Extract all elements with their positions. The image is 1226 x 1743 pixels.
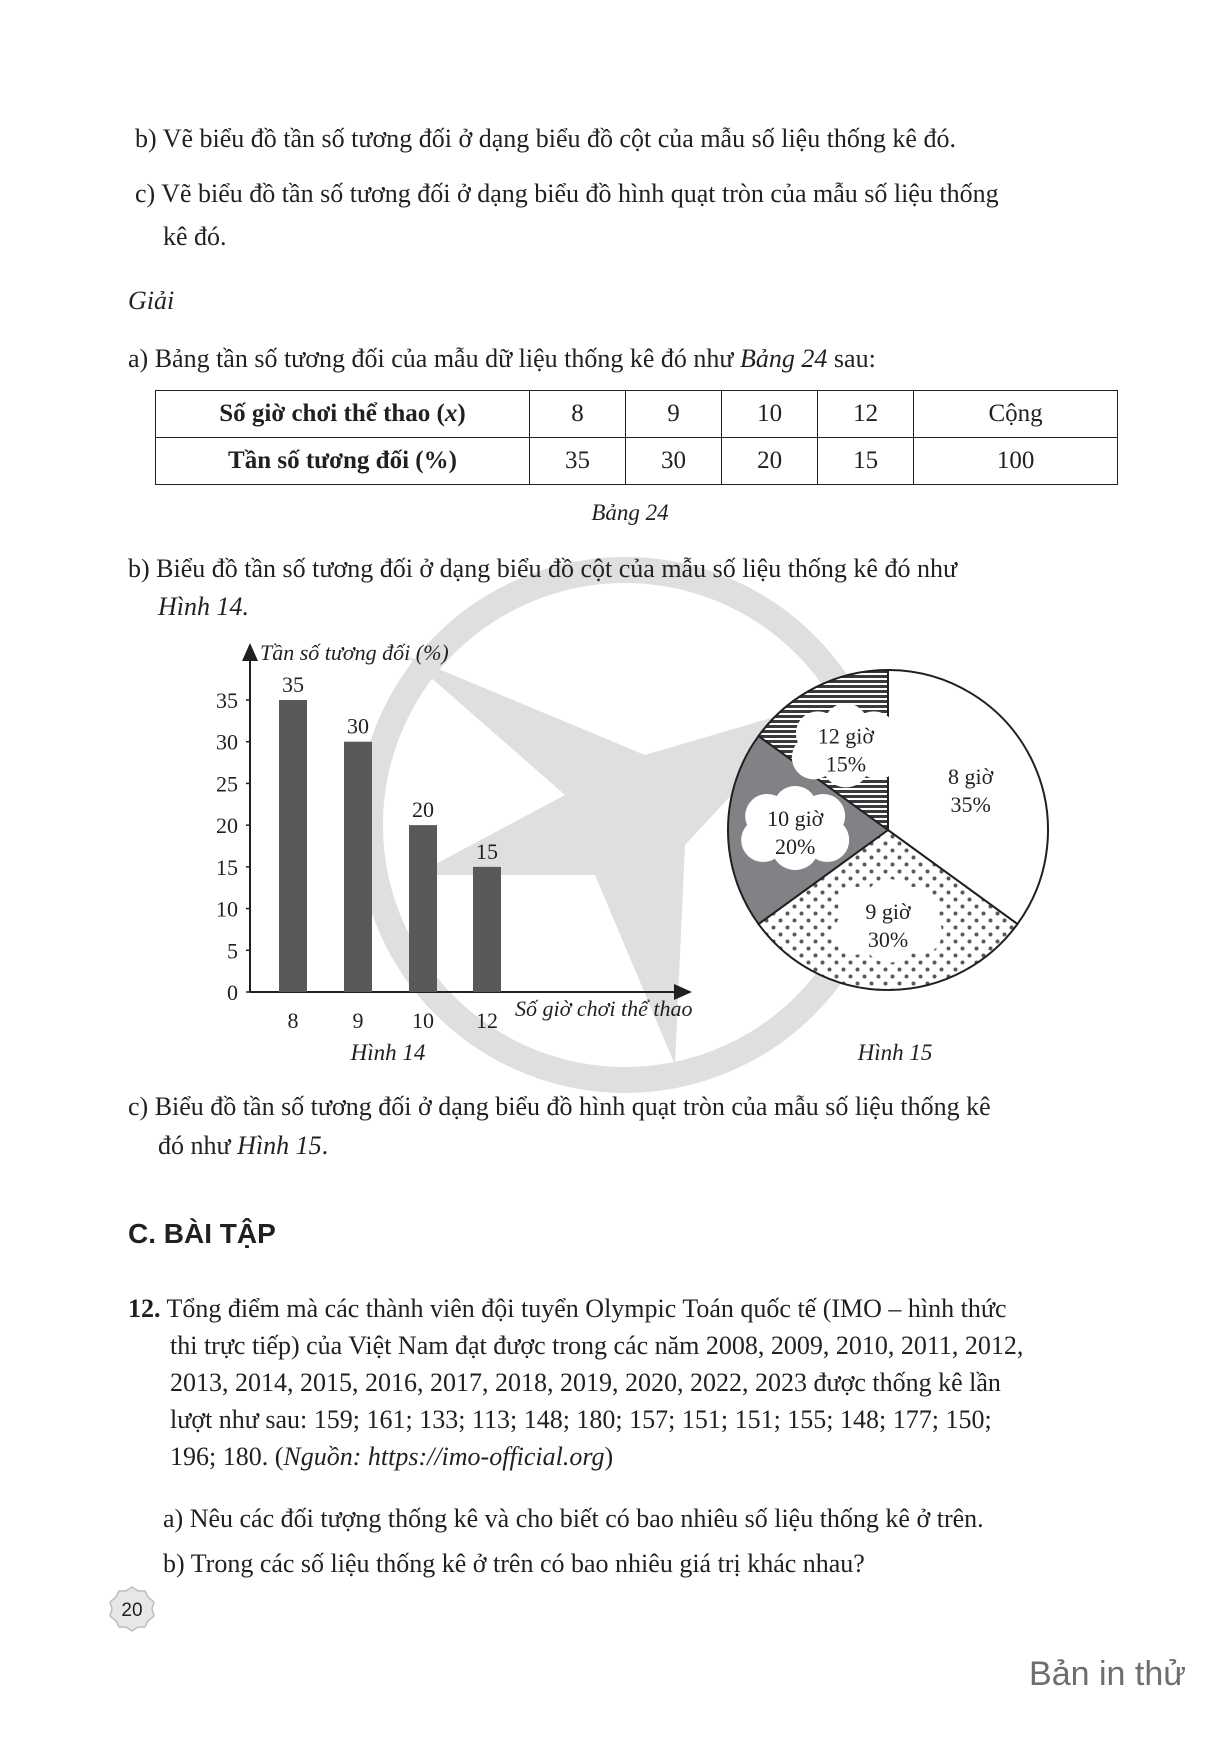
solution-c-tail: .: [321, 1131, 329, 1160]
intro-b: b) Vẽ biểu đồ tần số tương đối ở dạng biểu đồ cột của mẫu số liệu thống kê đó.: [135, 124, 956, 153]
bar: [279, 700, 307, 992]
table-row: [156, 438, 1118, 485]
footer-proof-label: Bản in thử: [1029, 1655, 1186, 1693]
bar-value-label: 20: [412, 797, 434, 823]
q12-line1: [128, 1290, 1120, 1328]
y-tick-label: 25: [216, 771, 238, 797]
table-cell: 30: [626, 438, 722, 485]
solution-c-line2: [158, 1127, 328, 1165]
pie-chart: [728, 670, 1048, 1065]
solution-a: [128, 340, 876, 378]
figures: [0, 630, 1226, 1070]
slice-label: 12 giờ: [817, 723, 874, 749]
y-tick-label: 20: [216, 813, 238, 839]
table-cell: 8: [530, 391, 626, 438]
x-tick-label: 10: [412, 1008, 434, 1033]
bar-value-label: 15: [476, 838, 498, 864]
table-cell: 15: [818, 438, 914, 485]
intro-c-line2: kê đó.: [163, 222, 227, 251]
solution-a-text: a) Bảng tần số tương đối của mẫu dữ liệu thống kê đó như: [128, 344, 741, 373]
y-tick-label: 10: [216, 896, 238, 922]
solution-title: Giải: [128, 286, 175, 315]
x-tick-label: 9: [352, 1008, 364, 1033]
bar-chart: [216, 640, 692, 1065]
table-cell: 12: [818, 391, 914, 438]
solution-c-text: đó như: [158, 1131, 238, 1160]
q12-line2: thi trực tiếp) của Việt Nam đạt được trong các năm 2008, 2009, 2010, 2011, 2012,: [170, 1331, 1024, 1360]
q12-a: a) Nêu các đối tượng thống kê và cho biết có bao nhiêu số liệu thống kê ở trên.: [163, 1504, 984, 1533]
y-tick-label: 5: [227, 938, 238, 964]
q12-line5-tail: ): [604, 1442, 614, 1471]
y-tick-label: 0: [227, 980, 238, 1005]
frequency-table: [155, 390, 1118, 485]
table-header-cell: Tần số tương đối (%): [156, 438, 530, 485]
table-cell: 10: [722, 391, 818, 438]
bar-value-label: 30: [347, 713, 369, 739]
y-tick-label: 15: [216, 854, 238, 880]
q12-text: Tổng điểm mà các thành viên đội tuyển Olympic Toán quốc tế (IMO – hình thức: [160, 1294, 1007, 1323]
table-caption: Bảng 24: [591, 500, 669, 525]
slice-percent: 30%: [867, 926, 909, 952]
solution-b-line2: Hình 14.: [158, 592, 249, 621]
bar-value-label: 35: [282, 672, 304, 697]
bar: [473, 867, 501, 992]
solution-c-ref: Hình 15: [237, 1131, 322, 1160]
slice-percent: 35%: [950, 791, 991, 817]
solution-a-ref: Bảng 24: [740, 344, 828, 373]
table-header-cell: Số giờ chơi thể thao (x): [156, 391, 530, 438]
q12-line3: 2013, 2014, 2015, 2016, 2017, 2018, 2019, 2020, 2022, 2023 được thống kê lần: [170, 1368, 1001, 1397]
q12-line5: [170, 1438, 613, 1476]
table-cell: 9: [626, 391, 722, 438]
figure-caption: Hình 14: [350, 1040, 426, 1065]
y-tick-label: 30: [216, 729, 238, 755]
q12-line4: lượt như sau: 159; 161; 133; 113; 148; 180; 157; 151; 151; 155; 148; 177; 150;: [170, 1405, 992, 1434]
slice-label: 10 giờ: [767, 806, 824, 831]
intro-c-line1: c) Vẽ biểu đồ tần số tương đối ở dạng biểu đồ hình quạt tròn của mẫu số liệu thống: [135, 179, 999, 208]
solution-b-line1: b) Biểu đồ tần số tương đối ở dạng biểu đồ cột của mẫu số liệu thống kê đó như: [128, 554, 958, 583]
slice-label: 8 giờ: [948, 763, 994, 789]
slice-percent: 20%: [775, 834, 816, 859]
y-axis-label: Tần số tương đối (%): [260, 640, 449, 665]
y-tick-label: 35: [216, 688, 238, 713]
q12-b: b) Trong các số liệu thống kê ở trên có bao nhiêu giá trị khác nhau?: [163, 1549, 865, 1578]
page-number: 20: [121, 1600, 143, 1621]
table-cell: 35: [530, 438, 626, 485]
solution-c-line1: c) Biểu đồ tần số tương đối ở dạng biểu đồ hình quạt tròn của mẫu số liệu thống kê: [128, 1092, 991, 1121]
table-cell: 100: [914, 438, 1118, 485]
table-cell: Cộng: [914, 391, 1118, 438]
section-heading: C. BÀI TẬP: [128, 1218, 276, 1249]
slice-label: 9 giờ: [865, 898, 911, 924]
q12-line5-text: 196; 180. (: [170, 1442, 284, 1471]
slice-percent: 15%: [825, 751, 867, 777]
x-axis-label: Số giờ chơi thể thao: [515, 996, 693, 1021]
q12-number: 12.: [128, 1294, 161, 1323]
x-tick-label: 12: [476, 1008, 498, 1033]
page-number-badge: [108, 1585, 156, 1633]
table-cell: 20: [722, 438, 818, 485]
q12-source: Nguồn: https://imo-official.org: [283, 1442, 605, 1471]
x-tick-label: 8: [287, 1008, 299, 1033]
table-row: [156, 391, 1118, 438]
solution-a-tail: sau:: [827, 344, 876, 373]
bar: [344, 742, 372, 992]
bar: [409, 825, 437, 992]
figure-caption: Hình 15: [857, 1040, 933, 1065]
